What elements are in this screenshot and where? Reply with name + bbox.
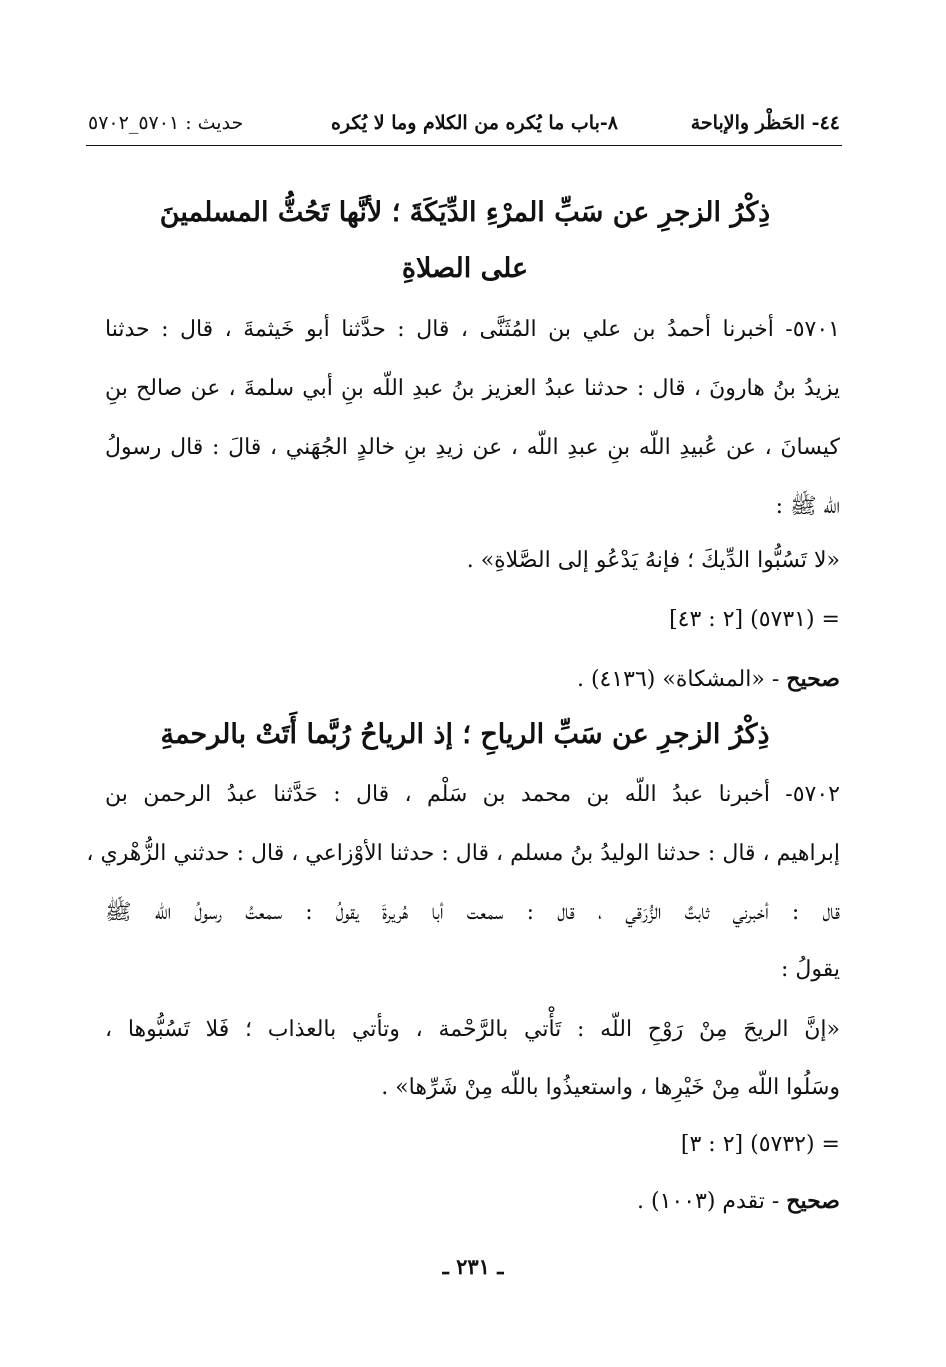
hadith-range: حديث : ٥٧٠١_٥٧٠٢ — [88, 112, 244, 134]
grade-note: - تقدم (١٠٠٣) . — [636, 1189, 780, 1214]
book-section-title: ٤٤- الحَظْر والإباحة — [690, 112, 840, 134]
grading — [637, 1188, 840, 1214]
hadith-text: «لا تَسُبُّوا الدِّيكَ ؛ فإنهُ يَدْعُو إلى الصَّلاةِ» . — [466, 548, 840, 573]
isnad-line: إبراهيم ، قال : حدثنا الوليدُ بنُ مسلم ، قال : حدثنا الأوْزاعي ، قال : حدثني الزُّهْري ، — [86, 841, 840, 866]
chapter-title: ٨-باب ما يُكره من الكلام وما لا يُكره — [330, 112, 618, 134]
cross-reference: = (٥٧٣٢) [٢ : ٣] — [680, 1132, 840, 1157]
cross-reference: = (٥٧٣١) [٢ : ٤٣] — [669, 607, 840, 632]
isnad-line: يزيدُ بنُ هارونَ ، قال : حدثنا عبدُ العزيز بنُ عبدِ اللّه بنِ أبي سلمةَ ، عن صالح بنِ — [105, 376, 840, 401]
hadith-text: «إنَّ الريحَ مِنْ رَوْحِ اللّه : تَأْتي بالرَّحْمة ، وتأتي بالعذاب ؛ فَلا تَسُبُّوها ، — [105, 1017, 840, 1042]
grade-label: صحيح — [786, 666, 840, 692]
section-title: ذِكْرُ الزجرِ عن سَبِّ المرْءِ الدِّيَكَةَ ؛ لأنَّها تَحُثُّ المسلمينَ — [159, 197, 771, 228]
header-divider — [86, 145, 842, 146]
isnad-line: يقولُ : — [780, 957, 840, 982]
isnad-line: كيسانَ ، عن عُبيدِ اللّه بنِ عبدِ اللّه ، عن زيدِ بنِ خالدٍ الجُهَني ، قالَ : قال رسولُ — [105, 435, 840, 460]
page-number: ـ ٢٣١ ـ — [442, 1254, 504, 1279]
section-title: ذِكْرُ الزجرِ عن سَبِّ الرياحِ ؛ إذ الرياحُ رُبَّما أَتَتْ بالرحمةِ — [160, 719, 770, 750]
running-header — [88, 108, 840, 142]
isnad-line: اللّه ﷺ : — [775, 494, 840, 519]
isnad-line: قال : أخبرني ثابتٌ الزُّرَقي ، قال : سمعت أبا هُريرةَ يقولُ : سمعتُ رسولُ اللّه ﷺ — [105, 900, 840, 925]
isnad-line: ٥٧٠١- أخبرنا أحمدُ بن علي بن المُثَنَّى ، قال : حدَّثنا أبو خَيثمةَ ، قال : حدثنا — [105, 317, 840, 342]
grade-note: - «المشكاة» (٤١٣٦) . — [576, 667, 780, 692]
hadith-text: وسَلُوا اللّه مِنْ خَيْرِها ، واستعيذُوا باللّه مِنْ شَرِّها» . — [381, 1075, 840, 1100]
grade-label: صحيح — [786, 1188, 840, 1214]
section-title: على الصلاةِ — [401, 253, 529, 284]
isnad-line: ٥٧٠٢- أخبرنا عبدُ اللّه بن محمد بن سَلْم ، قال : حَدَّثنا عبدُ الرحمن بن — [105, 782, 840, 807]
grading — [577, 666, 840, 692]
